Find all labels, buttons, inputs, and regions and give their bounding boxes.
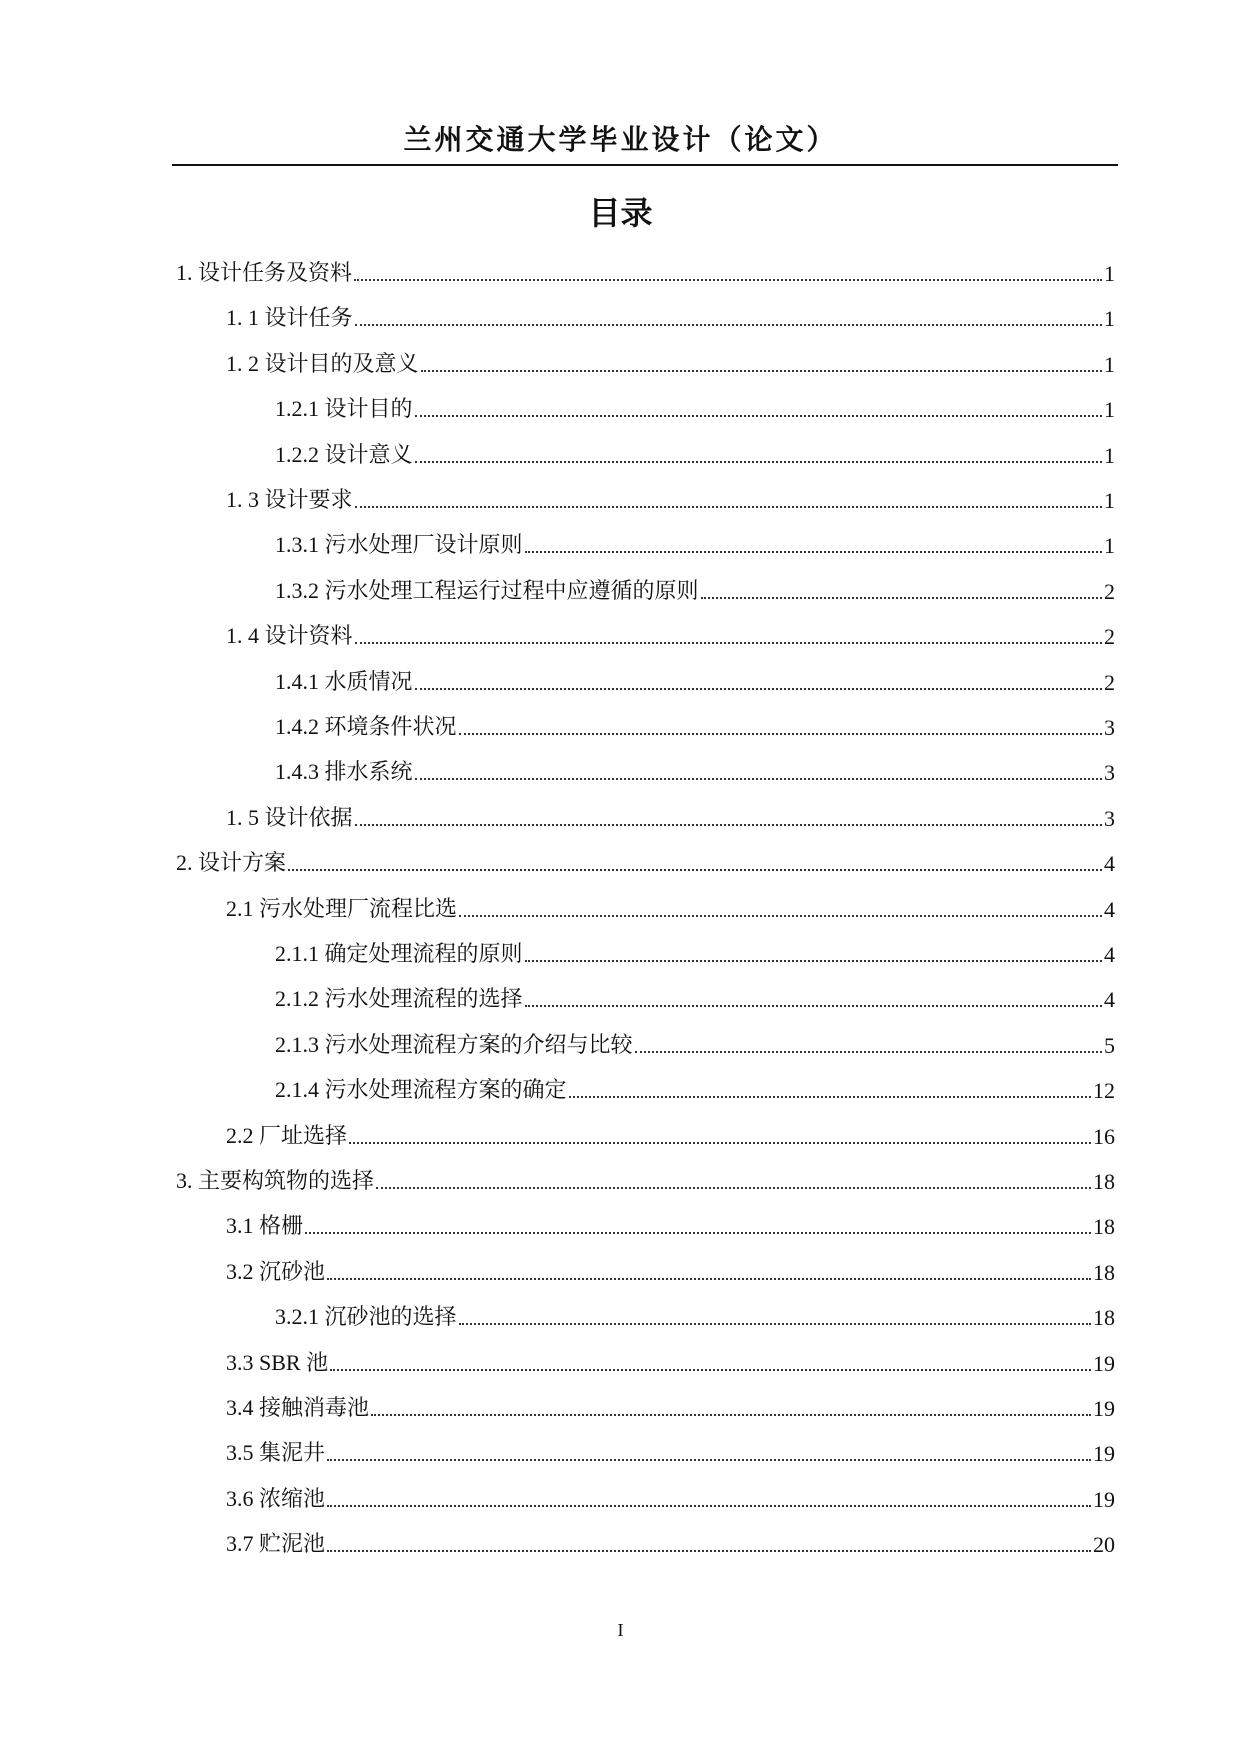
toc-entry-page: 1 [1104, 306, 1115, 332]
toc-entry-label: 3. 主要构筑物的选择 [176, 1168, 375, 1193]
toc-entry[interactable] [275, 752, 1115, 786]
toc-entry-label: 1.3.2 污水处理工程运行过程中应遵循的原则 [275, 577, 699, 603]
toc-entry[interactable] [226, 798, 1115, 832]
toc-dot-leader [415, 688, 1102, 690]
toc-dot-leader [354, 279, 1102, 281]
toc-entry-label: 2. 设计方案 [176, 850, 287, 876]
toc-entry-label: 1. 2 设计目的及意义 [226, 350, 419, 376]
toc-entry-page: 19 [1093, 1396, 1115, 1421]
toc-entry-label: 1. 3 设计要求 [226, 487, 353, 512]
toc-entry-label: 3.4 接触消毒池 [226, 1395, 370, 1420]
toc-dot-leader [525, 1005, 1102, 1007]
toc-entry[interactable] [275, 571, 1115, 605]
toc-entry-label: 1. 5 设计依据 [226, 804, 353, 830]
toc-entry-page: 18 [1093, 1214, 1115, 1240]
toc-entry[interactable] [226, 480, 1115, 514]
toc-dot-leader [327, 1550, 1091, 1552]
toc-entry-page: 4 [1104, 942, 1115, 967]
toc-entry-page: 18 [1093, 1169, 1115, 1194]
toc-entry-page: 3 [1104, 760, 1115, 786]
page-header: 兰州交通大学毕业设计（论文） [403, 123, 838, 156]
toc-entry-page: 18 [1093, 1259, 1115, 1285]
toc-entry[interactable] [275, 934, 1115, 968]
toc-entry[interactable] [275, 979, 1115, 1013]
toc-entry[interactable] [226, 298, 1115, 332]
toc-entry[interactable] [226, 344, 1115, 378]
toc-entry-label: 1.2.2 设计意义 [275, 441, 413, 467]
toc-entry[interactable] [176, 253, 1115, 287]
toc-dot-leader [288, 869, 1102, 871]
toc-entry[interactable] [226, 1479, 1115, 1513]
toc-entry-page: 18 [1093, 1305, 1115, 1331]
toc-entry-page: 19 [1093, 1486, 1115, 1512]
toc-entry[interactable] [226, 889, 1115, 923]
toc-dot-leader [355, 824, 1102, 826]
toc-dot-leader [355, 324, 1102, 326]
toc-entry-page: 5 [1104, 1032, 1115, 1058]
toc-dot-leader [415, 461, 1102, 463]
toc-entry-label: 1. 设计任务及资料 [176, 260, 353, 285]
toc-entry-page: 1 [1104, 533, 1115, 559]
toc-dot-leader [330, 1369, 1091, 1371]
toc-entry-label: 3.5 集泥井 [226, 1440, 326, 1466]
toc-entry[interactable] [275, 389, 1115, 423]
toc-dot-leader [459, 915, 1102, 917]
toc-entry-label: 1.2.1 设计目的 [275, 396, 413, 422]
toc-dot-leader [635, 1051, 1102, 1053]
toc-entry-label: 3.2.1 沉砂池的选择 [275, 1304, 457, 1330]
toc-dot-leader [415, 778, 1102, 780]
toc-entry-label: 1. 4 设计资料 [226, 623, 353, 649]
toc-entry[interactable] [226, 1524, 1115, 1558]
toc-entry-page: 16 [1093, 1123, 1115, 1149]
toc-entry[interactable] [226, 1206, 1115, 1240]
toc-entry-label: 2.1.3 污水处理流程方案的介绍与比较 [275, 1031, 633, 1057]
toc-entry-page: 1 [1104, 397, 1115, 423]
toc-dot-leader [349, 1142, 1091, 1144]
toc-entry-label: 2.1.2 污水处理流程的选择 [275, 986, 523, 1012]
toc-dot-leader [355, 506, 1102, 508]
toc-dot-leader [525, 960, 1102, 962]
toc-entry-page: 1 [1104, 261, 1115, 286]
toc-entry[interactable] [226, 1252, 1115, 1286]
toc-entry-label: 2.1.1 确定处理流程的原则 [275, 941, 523, 966]
toc-entry-page: 19 [1093, 1350, 1115, 1376]
toc-entry[interactable] [226, 1343, 1115, 1377]
toc-dot-leader [355, 642, 1102, 644]
toc-entry[interactable] [226, 1116, 1115, 1150]
toc-dot-leader [327, 1459, 1091, 1461]
toc-entry-page: 4 [1104, 851, 1115, 877]
toc-dot-leader [327, 1505, 1091, 1507]
toc-entry[interactable] [176, 843, 1115, 877]
toc-entry-label: 1.4.1 水质情况 [275, 668, 413, 694]
toc-dot-leader [701, 597, 1102, 599]
toc-entry-page: 4 [1104, 896, 1115, 922]
toc-entry-label: 1.4.2 环境条件状况 [275, 714, 457, 739]
toc-entry-label: 2.1.4 污水处理流程方案的确定 [275, 1077, 567, 1103]
toc-entry-page: 4 [1104, 987, 1115, 1013]
toc-entry-page: 3 [1104, 805, 1115, 831]
toc-entry-page: 19 [1093, 1441, 1115, 1467]
header-divider [172, 164, 1118, 166]
toc-entry-page: 1 [1104, 351, 1115, 377]
toc-title: 目录 [588, 194, 653, 232]
toc-entry[interactable] [275, 662, 1115, 696]
toc-entry-page: 2 [1104, 624, 1115, 650]
toc-entry[interactable] [275, 525, 1115, 559]
toc-entry[interactable] [226, 1388, 1115, 1422]
toc-entry-label: 1.4.3 排水系统 [275, 759, 413, 785]
toc-entry[interactable] [176, 1161, 1115, 1195]
toc-entry-label: 3.7 贮泥池 [226, 1531, 326, 1557]
toc-entry-label: 3.2 沉砂池 [226, 1258, 326, 1284]
toc-dot-leader [421, 370, 1102, 372]
toc-entry-page: 1 [1104, 488, 1115, 513]
toc-entry-page: 2 [1104, 578, 1115, 604]
toc-entry-label: 1.3.1 污水处理厂设计原则 [275, 532, 523, 558]
toc-entry-label: 1. 1 设计任务 [226, 305, 353, 331]
toc-entry-page: 2 [1104, 669, 1115, 695]
toc-entry[interactable] [275, 1297, 1115, 1331]
toc-entry-label: 3.3 SBR 池 [226, 1349, 329, 1375]
toc-entry[interactable] [226, 616, 1115, 650]
toc-dot-leader [415, 415, 1102, 417]
toc-entry-label: 2.1 污水处理厂流程比选 [226, 895, 458, 921]
toc-dot-leader [459, 1323, 1091, 1325]
toc-entry-page: 3 [1104, 715, 1115, 740]
toc-entry[interactable] [275, 707, 1115, 741]
toc-entry-label: 3.1 格栅 [226, 1213, 304, 1239]
toc-entry-page: 1 [1104, 442, 1115, 468]
toc-dot-leader [569, 1096, 1091, 1098]
toc-entry-page: 12 [1093, 1078, 1115, 1104]
toc-dot-leader [525, 551, 1102, 553]
page-number: I [617, 1620, 624, 1640]
toc-dot-leader [305, 1232, 1091, 1234]
toc-dot-leader [459, 733, 1102, 735]
toc-entry-label: 2.2 厂址选择 [226, 1122, 348, 1148]
toc-dot-leader [376, 1187, 1091, 1189]
toc-entry-page: 20 [1093, 1532, 1115, 1558]
toc-entry-label: 3.6 浓缩池 [226, 1485, 326, 1511]
toc-dot-leader [371, 1414, 1091, 1416]
toc-entry[interactable] [275, 1025, 1115, 1059]
toc-entry[interactable] [226, 1433, 1115, 1467]
toc-entry[interactable] [275, 435, 1115, 469]
toc-entry[interactable] [275, 1070, 1115, 1104]
toc-dot-leader [327, 1278, 1091, 1280]
